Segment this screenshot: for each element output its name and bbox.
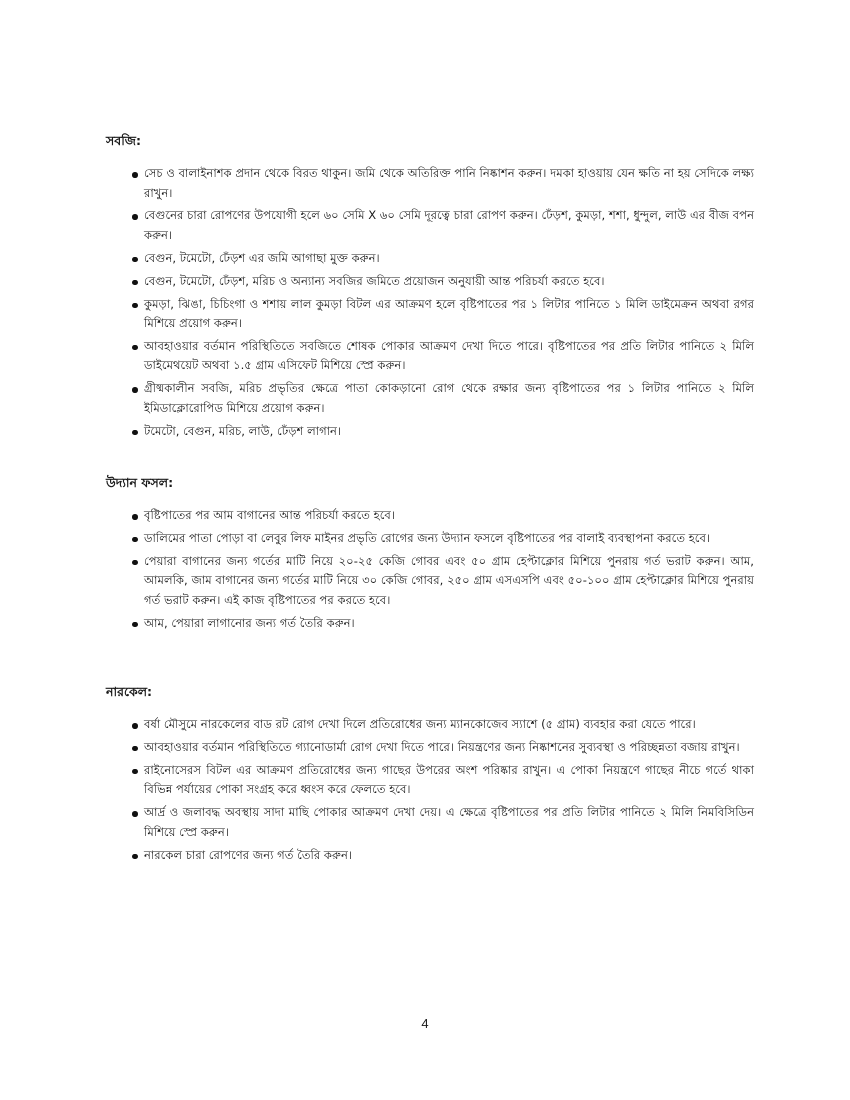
bullet-icon <box>132 430 138 436</box>
list-item-text: গ্রীষ্মকালীন সবজি, মরিচ প্রভৃতির ক্ষেত্রে পাতা কোকড়ানো রোগ থেকে রক্ষার জন্য বৃষ্টিপাতের পর ১ লিটার পানিতে ২ মিলি ইমিডাক্লোরোপিড মিশিয়ে প্রয়োগ করুন। <box>144 381 754 415</box>
bullet-icon <box>132 257 138 263</box>
bullet-icon <box>132 172 138 178</box>
list-item-text: বেগুন, টমেটো, ঢেঁড়শ, মরিচ ও অন্যান্য সবজির জমিতে প্রয়োজন অনুযায়ী আন্ত পরিচর্যা করতে হবে। <box>144 273 605 288</box>
bullet-list <box>106 164 754 441</box>
list-item <box>106 249 754 269</box>
section-vegetables <box>106 132 754 445</box>
bullet-icon <box>132 746 138 752</box>
list-item-text: ডালিমের পাতা পোড়া বা লেবুর লিফ মাইনর প্রভৃতি রোগের জন্য উদ্যান ফসলে বৃষ্টিপাতের পর বালাই ব্যবস্থাপনা করতে হবে। <box>144 530 711 545</box>
list-item-text: আম, পেয়ারা লাগানোর জন্য গর্ত তৈরি করুন। <box>144 615 355 630</box>
bullet-icon <box>132 345 138 351</box>
list-item-text: বেগুনের চারা রোপণের উপযোগী হলে ৬০ সেমি X ৬০ সেমি দূরত্বে চারা রোপণ করুন। ঢেঁড়শ, কুমড়া, শশা, ধুন্দুল, লাউ এর বীজ বপন করুন। <box>144 208 754 242</box>
bullet-icon <box>132 560 138 566</box>
section-heading: উদ্যান ফসল: <box>106 475 174 490</box>
bullet-icon <box>132 622 138 628</box>
list-item-text: আবহাওয়ার বর্তমান পরিস্থিতিতে সবজিতে শোষক পোকার আক্রমণ দেখা দিতে পারে। বৃষ্টিপাতের পর প্রতি লিটার পানিতে ২ মিলি ডাইমেথয়েট অথবা ১.৫ গ্রাম এসিফেট মিশিয়ে স্প্রে করুন। <box>144 338 754 373</box>
list-item-text: টমেটো, বেগুন, মরিচ, লাউ, ঢেঁড়শ লাগান। <box>144 423 342 438</box>
bullet-icon <box>132 214 138 220</box>
list-item <box>106 379 754 418</box>
bullet-icon <box>132 387 138 393</box>
bullet-icon <box>132 303 138 309</box>
list-item-text: বর্ষা মৌসুমে নারকেলের বাড রট রোগ দেখা দিলে প্রতিরোধের জন্য ম্যানকোজেব স্যাশে (৫ গ্রাম) ব্যবহার করা যেতে পারে। <box>144 717 696 731</box>
section-coconut <box>106 683 754 868</box>
list-item <box>106 422 754 442</box>
list-item <box>106 295 754 334</box>
bullet-list <box>106 506 754 633</box>
list-item <box>106 761 754 800</box>
bullet-icon <box>132 514 138 520</box>
bullet-icon <box>132 537 138 543</box>
list-item <box>106 506 754 526</box>
list-item <box>106 738 754 758</box>
bullet-list <box>106 715 754 865</box>
bullet-icon <box>132 811 138 817</box>
list-item-text: বেগুন, টমেটো, ঢেঁড়শ এর জমি আগাছা মুক্ত করুন। <box>144 250 380 265</box>
list-item <box>106 206 754 245</box>
list-item <box>106 846 754 866</box>
list-item <box>106 552 754 611</box>
section-heading: নারকেল: <box>106 684 153 699</box>
list-item-text: বৃষ্টিপাতের পর আম বাগানের আন্ত পরিচর্যা করতে হবে। <box>144 508 395 522</box>
list-item <box>106 529 754 549</box>
list-item <box>106 614 754 634</box>
list-item-text: আর্দ্র ও জলাবদ্ধ অবস্থায় সাদা মাছি পোকার আক্রমণ দেখা দেয়। এ ক্ষেত্রে বৃষ্টিপাতের পর প্রতি লিটার পানিতে ২ মিলি নিমবিসিডিন মিশিয়ে স্প্রে করুন। <box>144 805 754 839</box>
list-item-text: আবহাওয়ার বর্তমান পরিস্থিতিতে গ্যানোডার্মা রোগ দেখা দিতে পারে। নিয়ন্ত্রণের জন্য নিষ্কাশনের সুব্যবস্থা ও পরিচ্ছন্নতা বজায় রাখুন। <box>144 739 740 754</box>
bullet-icon <box>132 723 138 729</box>
list-item-text: নারকেল চারা রোপণের জন্য গর্ত তৈরি করুন। <box>144 847 353 862</box>
list-item-text: সেচ ও বালাইনাশক প্রদান থেকে বিরত থাকুন। জমি থেকে অতিরিক্ত পানি নিষ্কাশন করুন। দমকা হাওয়ায় যেন ক্ষতি না হয় সেদিকে লক্ষ্য রাখুন। <box>144 166 754 200</box>
list-item-text: পেয়ারা বাগানের জন্য গর্তের মাটি নিয়ে ২০-২৫ কেজি গোবর এবং ৫০ গ্রাম হেপ্টাক্লোর মিশিয়ে পুনরায় গর্ত ভরাট করুন। আম, আমলকি, জাম বাগানের জন্য গর্তের মাটি নিয়ে ৩০ কেজি গোবর, ২৫০ গ্রাম এসএসপি এবং ৫০-১০০ গ্রাম হেপ্টাক্লোর মিশিয়ে পুনরায় গর্ত ভরাট করুন। এই কাজ বৃষ্টিপাতের পর করতে হবে। <box>144 553 754 607</box>
list-item <box>106 715 754 735</box>
list-item <box>106 803 754 842</box>
page-number: 4 <box>421 1016 429 1031</box>
bullet-icon <box>132 769 138 775</box>
section-horticulture <box>106 474 754 637</box>
bullet-icon <box>132 854 138 860</box>
list-item <box>106 272 754 292</box>
section-heading: সবজি: <box>106 133 141 148</box>
list-item-text: রাইনোসেরস বিটল এর আক্রমণ প্রতিরোধের জন্য গাছের উপরের অংশ পরিষ্কার রাখুন। এ পোকা নিয়ন্ত্রণে গাছের নীচে গর্তে থাকা বিভিন্ন পর্যায়ের পোকা সংগ্রহ করে ধ্বংস করে ফেলতে হবে। <box>144 762 754 797</box>
list-item-text: কুমড়া, ঝিঙা, চিচিংগা ও শশায় লাল কুমড়া বিটল এর আক্রমণ হলে বৃষ্টিপাতের পর ১ লিটার পানিতে ১ মিলি ডাইমেক্রন অথবা রগর মিশিয়ে প্রয়োগ করুন। <box>144 296 754 331</box>
bullet-icon <box>132 280 138 286</box>
list-item <box>106 164 754 203</box>
list-item <box>106 337 754 376</box>
